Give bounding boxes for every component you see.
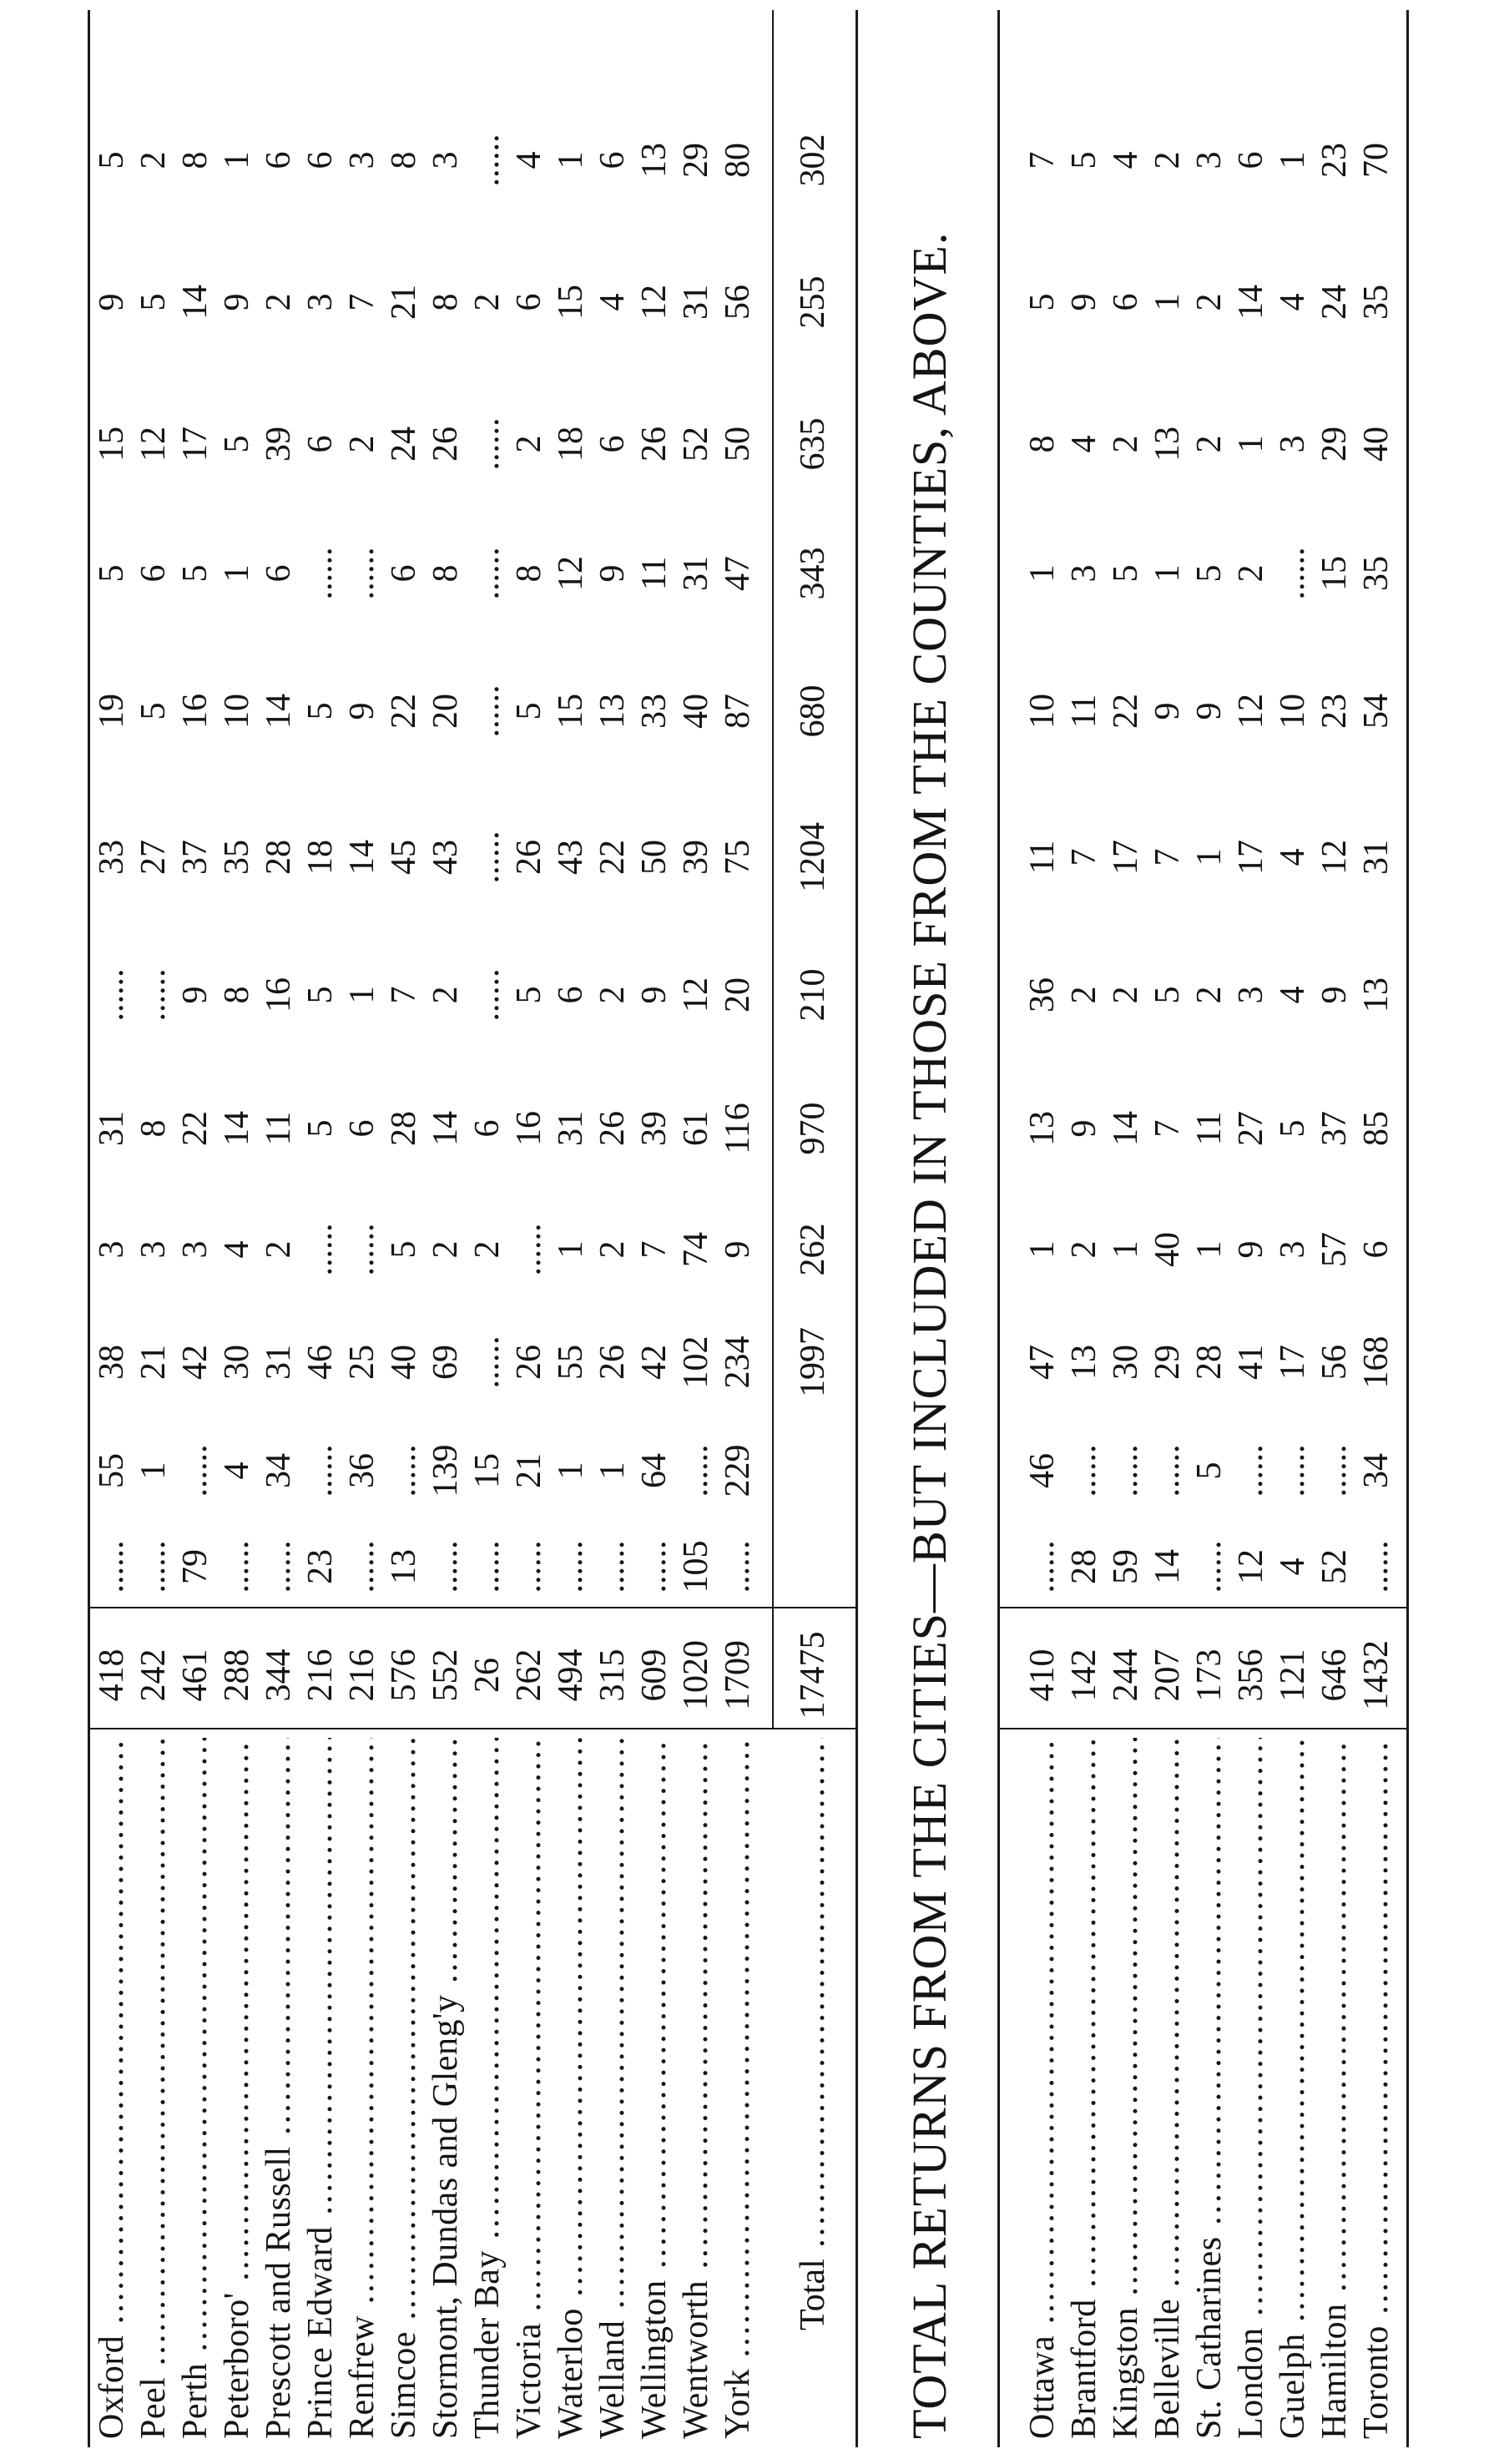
table-row: Stormont, Dundas and Gleng'y ..... 552 ...... 139 69 2 14 2 43 20 8 26 8 3 — [426, 93, 466, 2439]
table-row: Guelph ..... 121 4 ...... 17 3 5 4 4 10 ...... 3 4 1 — [1273, 93, 1313, 2439]
table-row: Hamilton ..... 646 52 ...... 56 57 37 9 12 23 15 29 24 23 — [1315, 93, 1355, 2439]
cities-section-title: TOTAL RETURNS FROM THE CITIES—BUT INCLUDED IN THOSE FROM THE COUNTIES, ABOVE. — [902, 231, 956, 2439]
county-name: Peterboro' ..... — [217, 1738, 257, 2439]
county-name: Renfrew ..... — [342, 1738, 382, 2439]
table-row: Brantford ..... 142 28 ...... 13 2 9 2 7 11 3 4 9 5 — [1064, 93, 1104, 2439]
counties-total-rule — [772, 10, 774, 1729]
table-row: Prescott and Russell ..... 344 ...... 34 31 2 11 16 28 14 6 39 2 6 — [259, 93, 299, 2439]
cities-bottom-rule — [1406, 10, 1409, 2447]
county-name: Stormont, Dundas and Gleng'y ..... — [426, 1738, 466, 2439]
counties-bottom-rule — [856, 10, 858, 2447]
city-name: Toronto ..... — [1356, 1738, 1396, 2439]
table-row: Prince Edward ..... 216 23 ...... 46 ...... 5 5 18 5 ...... 6 3 6 — [300, 93, 341, 2439]
county-name: Victoria ..... — [509, 1738, 549, 2439]
city-name: Kingston ..... — [1106, 1738, 1146, 2439]
county-name: Prince Edward ..... — [300, 1738, 341, 2439]
table-row: Victoria ..... 262 ...... 21 26 ...... 16 5 26 5 8 2 6 4 — [509, 93, 549, 2439]
table-row: Peterboro' ..... 288 ...... 4 30 4 14 8 35 10 1 5 9 1 — [217, 93, 257, 2439]
county-name: Wellington ..... — [634, 1738, 674, 2439]
city-name: Hamilton ..... — [1315, 1738, 1355, 2439]
table-row: Ottawa ..... 410 ...... 46 47 1 13 36 11 10 1 8 5 7 — [1022, 93, 1062, 2439]
total-label: Total ..... — [793, 1738, 833, 2439]
table-row: Toronto ..... 1432 ...... 34 168 6 85 13 31 54 35 40 35 70 — [1356, 93, 1396, 2439]
table-row: Wentworth ..... 1020 105 ...... 102 74 61 12 39 40 31 52 31 29 — [676, 93, 716, 2439]
county-name: Peel ..... — [134, 1738, 174, 2439]
table-row: Renfrew ..... 216 ...... 36 25 ...... 6 1 14 9 ...... 2 7 3 — [342, 93, 382, 2439]
county-name: Thunder Bay ..... — [467, 1738, 507, 2439]
county-name: Prescott and Russell ..... — [259, 1738, 299, 2439]
table-row: London ..... 356 12 ...... 41 9 27 3 17 12 2 1 14 6 — [1231, 93, 1271, 2439]
table-row: Thunder Bay ..... 26 ...... 15 ...... 2 6 ...... ...... ...... ...... ...... 2 ...... — [467, 93, 507, 2439]
table-row: Welland ..... 315 ...... 1 26 2 26 2 22 13 9 6 4 6 — [593, 93, 633, 2439]
counties-top-rule — [88, 10, 90, 2447]
cities-top-rule — [997, 10, 1000, 2447]
county-name: York ..... — [718, 1738, 758, 2439]
table-row: Belleville ..... 207 14 ...... 29 40 7 5 7 9 1 13 1 2 — [1148, 93, 1188, 2439]
table-row: St. Catharines ..... 173 ...... 5 28 1 11 2 1 9 5 2 2 3 — [1189, 93, 1229, 2439]
table-row: Oxford ..... 418 ...... 55 38 3 31 ...... 33 19 5 15 9 5 — [92, 93, 132, 2439]
table-row: Wellington ..... 609 ...... 64 42 7 39 9 50 33 11 26 12 13 — [634, 93, 674, 2439]
county-name: Perth ..... — [175, 1738, 215, 2439]
table-row: Kingston ..... 244 59 ...... 30 1 14 2 17 22 5 2 6 4 — [1106, 93, 1146, 2439]
table-row: Waterloo ..... 494 ...... 1 55 1 31 6 43 15 12 18 15 1 — [551, 93, 591, 2439]
city-name: London ..... — [1231, 1738, 1271, 2439]
county-name: Oxford ..... — [92, 1738, 132, 2439]
county-name: Wentworth ..... — [676, 1738, 716, 2439]
city-name: Belleville ..... — [1148, 1738, 1188, 2439]
county-name: Simcoe ..... — [384, 1738, 424, 2439]
counties-total-row: Total ..... 17475 1997 262 970 210 1204 680 343 635 255 302 — [793, 93, 833, 2439]
county-name: Welland ..... — [593, 1738, 633, 2439]
county-name: Waterloo ..... — [551, 1738, 591, 2439]
city-name: Ottawa ..... — [1022, 1738, 1062, 2439]
table-row: Simcoe ..... 576 13 ...... 40 5 28 7 45 22 6 24 21 8 — [384, 93, 424, 2439]
city-name: Brantford ..... — [1064, 1738, 1104, 2439]
table-row: Peel ..... 242 ...... 1 21 3 8 ...... 27 5 6 12 5 2 — [134, 93, 174, 2439]
city-name: Guelph ..... — [1273, 1738, 1313, 2439]
table-row: York ..... 1709 ...... 229 234 9 116 20 75 87 47 50 56 80 — [718, 93, 758, 2439]
city-name: St. Catharines ..... — [1189, 1738, 1229, 2439]
table-row: Perth ..... 461 79 ...... 42 3 22 9 37 16 5 17 14 8 — [175, 93, 215, 2439]
